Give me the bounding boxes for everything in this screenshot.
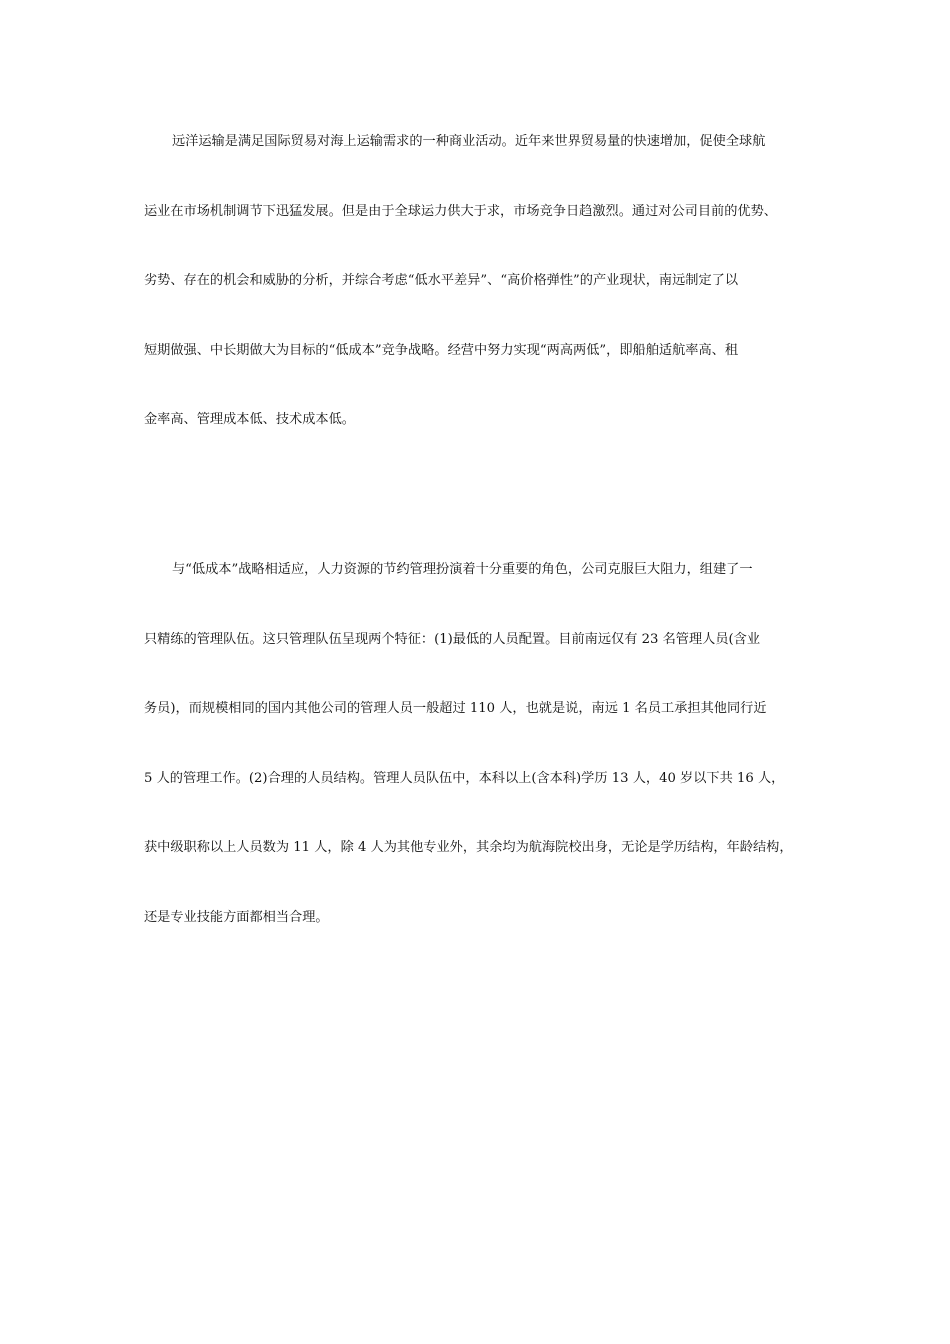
paragraph-2 <box>144 560 812 977</box>
paragraph-line: 务员)，而规模相同的国内其他公司的管理人员一般超过 110 人，也就是说，南远 1 名员工承担其他同行近 <box>144 701 767 716</box>
paragraph-line: 金率高、管理成本低、技术成本低。 <box>144 412 355 427</box>
paragraph-line: 只精练的管理队伍。这只管理队伍呈现两个特征：(1)最低的人员配置。目前南远仅有 23 名管理人员(含业 <box>144 631 761 647</box>
paragraph-line: 还是专业技能方面都相当合理。 <box>144 909 329 925</box>
paragraph-line: 远洋运输是满足国际贸易对海上运输需求的一种商业活动。近年来世界贸易量的快速增加，促使全球航 <box>172 134 766 149</box>
paragraph-1 <box>144 132 812 480</box>
paragraph-line: 5 人的管理工作。(2)合理的人员结构。管理人员队伍中，本科以上(含本科)学历 13 人，40 岁以下共 16 人， <box>144 770 785 786</box>
paragraph-line: 短期做强、中长期做大为目标的“低成本”竞争战略。经营中努力实现“两高两低”，即船舶适航率高、租 <box>144 342 739 358</box>
paragraph-line: 获中级职称以上人员数为 11 人，除 4 人为其他专业外，其余均为航海院校出身，无论是学历结构，年龄结构， <box>144 840 793 855</box>
paragraph-line: 与“低成本”战略相适应，人力资源的节约管理扮演着十分重要的角色，公司克服巨大阻力，组建了一 <box>172 562 753 577</box>
paragraph-line: 运业在市场机制调节下迅猛发展。但是由于全球运力供大于求，市场竞争日趋激烈。通过对公司目前的优势、 <box>144 203 777 219</box>
paragraph-line: 劣势、存在的机会和威胁的分析，并综合考虑“低水平差异”、“高价格弹性”的产业现状，南远制定了以 <box>144 273 739 288</box>
